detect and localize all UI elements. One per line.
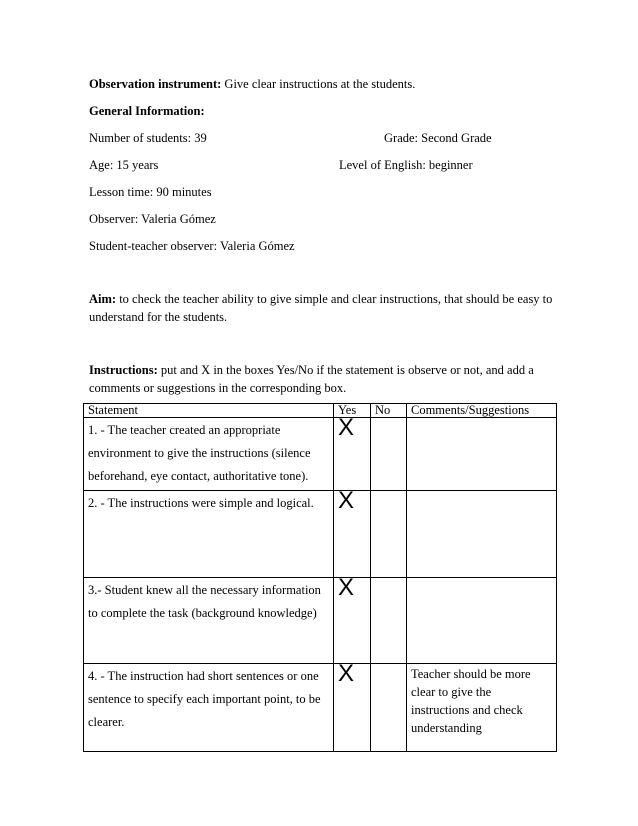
statement-cell: 1. - The teacher created an appropriate environment to give the instructions (silence beforehand, eye contact, authoritative tone). [84,418,334,491]
yes-cell: X [334,664,371,752]
aim-text: to check the teacher ability to give simple and clear instructions, that should be easy to understand for the students. [89,292,553,324]
statement-cell: 4. - The instruction had short sentences or one sentence to specify each important point, to be clearer. [84,664,334,752]
aim-paragraph [89,290,559,326]
table-row [84,578,557,664]
table-row [84,418,557,491]
statement-cell: 2. - The instructions were simple and logical. [84,491,334,578]
comment-cell [407,491,557,578]
yes-cell: X [334,491,371,578]
table-header-row [84,404,557,418]
grade: Grade: Second Grade [384,131,492,145]
students-count: Number of students: 39 [89,131,207,145]
aim-label: Aim: [89,292,117,306]
instructions-text: put and X in the boxes Yes/No if the statement is observe or not, and add a comments or suggestions in the corresponding box. [89,363,534,395]
no-cell [371,664,407,752]
observer: Observer: Valeria Gómez [89,212,216,226]
instructions-paragraph [89,361,559,397]
instrument-line [89,76,415,92]
statement-cell: 3.- Student knew all the necessary information to complete the task (background knowledge) [84,578,334,664]
age: Age: 15 years [89,158,159,172]
header-yes: Yes [334,404,371,418]
header-no: No [371,404,407,418]
instructions-label: Instructions: [89,363,158,377]
table-row [84,491,557,578]
student-teacher-observer: Student-teacher observer: Valeria Gómez [89,239,295,253]
english-level: Level of English: beginner [339,158,473,172]
table-row [84,664,557,752]
instrument-value: Give clear instructions at the students. [224,77,416,91]
comment-cell: Teacher should be more clear to give the instructions and check understanding [407,664,557,752]
instrument-label: Observation instrument: [89,77,222,91]
no-cell [371,418,407,491]
comment-cell [407,578,557,664]
no-cell [371,491,407,578]
header-comments: Comments/Suggestions [407,404,557,418]
observation-table [83,403,557,752]
comment-cell [407,418,557,491]
yes-cell: X [334,418,371,491]
header-statement: Statement [84,404,334,418]
yes-cell: X [334,578,371,664]
no-cell [371,578,407,664]
general-info-heading: General Information: [89,104,205,118]
lesson-time: Lesson time: 90 minutes [89,185,212,199]
